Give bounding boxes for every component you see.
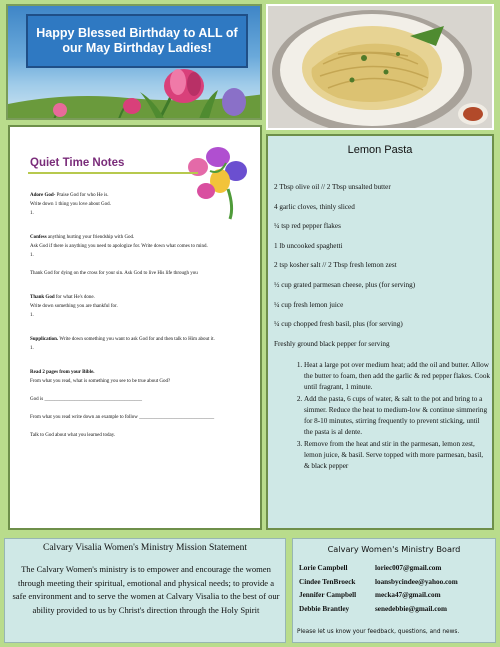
recipe-step: 2. Add the pasta, 6 cups of water, & salt to the pot and bring to a simmer. Reduce the heat to medium-low & continue simmering for 8-10 minutes, stirring frequently to prevent sticking, until the pasta is al dente. (304, 394, 490, 438)
pasta-photo (266, 4, 494, 130)
ingredient-list (274, 178, 490, 354)
notes-title-rule (28, 172, 198, 174)
member-name: Lorie Campbell (299, 564, 348, 572)
read-heading: Read 2 pages from your Bible. (30, 370, 95, 375)
ingredient-item: ½ cup grated parmesan cheese, plus (for serving) (274, 280, 416, 289)
mission-title: Calvary Visalia Women's Ministry Mission Statement (43, 543, 247, 553)
ingredient-item: 4 garlic cloves, thinly sliced (274, 202, 355, 211)
recipe-steps (304, 360, 490, 473)
ingredient-item: 1 lb uncooked spaghetti (274, 241, 343, 250)
supplication-num: 1. (30, 346, 34, 351)
ingredient-item: 2 tsp kosher salt // 2 Tbsp fresh lemon zest (274, 261, 397, 270)
supplication-heading: Supplication. (30, 337, 59, 342)
board-member (299, 576, 493, 590)
confess-heading: Confess (30, 235, 47, 240)
ingredient-item: ¼ tsp red pepper flakes (274, 222, 341, 231)
member-email[interactable]: loriec007@gmail.com (375, 564, 442, 572)
member-name: Cindee TenBroeck (299, 577, 356, 586)
birthday-banner: Happy Blessed Birthday to ALL of our May Birthday Ladies! (26, 14, 248, 68)
confess-sub: anything hurting your friendship with God. (46, 235, 135, 240)
thank-prompt: Write down something you are thankful for. (30, 304, 118, 309)
notes-title: Quiet Time Notes (30, 157, 125, 169)
recipe-step: 1. Heat a large pot over medium heat; add the oil and butter. Allow the butter to foam, then add the garlic & red pepper flakes. Cook until fragrant, 1 minute. (304, 360, 490, 393)
recipe-title: Lemon Pasta (347, 144, 413, 156)
board-member (299, 562, 493, 576)
board-member (299, 589, 493, 603)
quiet-time-notes (8, 125, 262, 530)
ingredient-item: 2 Tbsp olive oil // 2 Tbsp unsalted butter (274, 183, 391, 191)
thank-num: 1. (30, 313, 34, 318)
adore-prompt: Write down 1 thing you love about God. (30, 202, 111, 207)
member-name: Debbie Brantley (299, 604, 350, 613)
board-member (299, 603, 493, 617)
confess-prompt: Ask God if there is anything you need to apologize for. Write down what comes to mind. (30, 244, 208, 249)
read-prompt: From what you read, what is something you see to be true about God? (30, 379, 171, 384)
recipe-step: 3. Remove from the heat and stir in the parmesan, lemon zest, lemon juice, & basil. Serve topped with more parmesan, basil, & black pepper (304, 439, 490, 472)
talk-line: Talk to God about what you learned today. (30, 433, 116, 438)
ingredient-item: Freshly ground black pepper for serving (274, 339, 390, 348)
board-title: Calvary Women's Ministry Board (327, 544, 461, 554)
mission-text: The Calvary Women's ministry is to empower and encourage the women through meeting their spiritual, emotional and physical needs; to provide a safe environment and to serve the women at Calvary Visalia to the best of our ability provided to us by Christ's direction through the Holy Spirit (12, 564, 280, 615)
ministry-board (292, 538, 496, 643)
thank-line: Thank God for dying on the cross for your sin. Ask God to live His life through you (30, 271, 198, 276)
confess-num: 1. (30, 253, 34, 258)
example-prompt: From what you read write down an example to follow ______________________________ (30, 415, 215, 420)
adore-sub: Praise God for who He is. (55, 193, 109, 198)
ingredient-item: ¼ cup chopped fresh basil, plus (for serving) (274, 320, 403, 329)
birthday-panel (6, 4, 262, 120)
member-email[interactable]: senedebbie@gmail.com (375, 604, 447, 613)
thank-sub: for what He's done. (54, 295, 95, 300)
god-is-line: God is _______________________________________ (30, 397, 142, 402)
mission-statement (4, 538, 286, 643)
board-footer: Please let us know your feedback, questions, and news. (297, 629, 460, 635)
adore-num: 1. (30, 211, 34, 216)
recipe-panel (266, 134, 494, 530)
member-email[interactable]: mecka47@gmail.com (375, 591, 441, 599)
adore-heading: Adore God- (30, 193, 56, 198)
member-email[interactable]: loansbycindee@yahoo.com (375, 577, 458, 586)
ingredient-item: ¼ cup fresh lemon juice (274, 300, 344, 309)
thank-heading: Thank God (30, 295, 55, 300)
member-name: Jennifer Campbell (299, 591, 357, 599)
supplication-text: Write down something you want to ask God for and then talk to Him about it. (58, 337, 215, 342)
